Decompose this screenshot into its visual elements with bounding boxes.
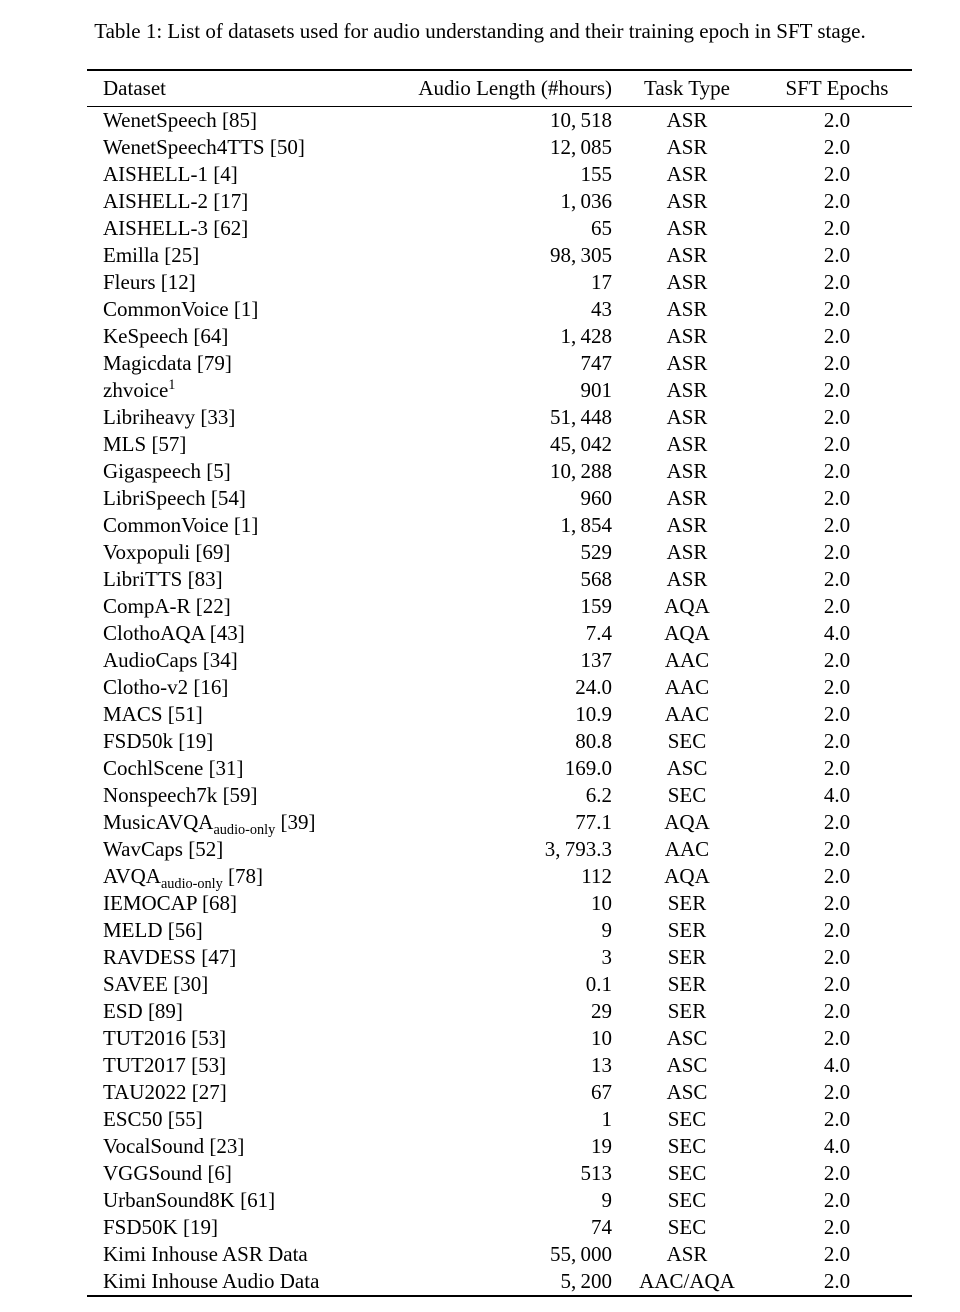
table-row xyxy=(87,998,912,1025)
dataset-cell: WenetSpeech [85] xyxy=(103,108,258,132)
footnote-marker: 1 xyxy=(168,377,176,393)
sft-epochs-cell: 2.0 xyxy=(823,594,851,618)
audio-length-cell: 747 xyxy=(580,351,612,375)
audio-length-cell: 3, 793.3 xyxy=(544,837,612,861)
table-row xyxy=(87,1106,912,1133)
table-row xyxy=(87,647,912,674)
table-row xyxy=(87,377,912,404)
task-type-cell: SEC xyxy=(667,729,707,753)
dataset-cell: VGGSound [6] xyxy=(103,1161,232,1185)
audio-length-cell: 19 xyxy=(591,1134,612,1158)
sft-epochs-cell: 2.0 xyxy=(823,513,851,537)
sft-epochs-cell: 2.0 xyxy=(823,405,851,429)
task-type-cell: AQA xyxy=(664,864,710,888)
table-row xyxy=(87,215,912,242)
audio-length-cell: 13 xyxy=(591,1053,612,1077)
task-type-cell: SEC xyxy=(667,1188,707,1212)
audio-length-cell: 10 xyxy=(591,1026,612,1050)
sft-epochs-cell: 2.0 xyxy=(823,540,851,564)
dataset-cell: ESC50 [55] xyxy=(103,1107,203,1131)
task-type-cell: AAC xyxy=(664,675,710,699)
audio-length-cell: 45, 042 xyxy=(550,432,612,456)
table-row xyxy=(87,917,912,944)
table-row xyxy=(87,971,912,998)
table-row xyxy=(87,296,912,323)
audio-length-cell: 169.0 xyxy=(564,756,612,780)
table-row xyxy=(87,755,912,782)
table-row xyxy=(87,782,912,809)
dataset-cell: TUT2016 [53] xyxy=(103,1026,227,1050)
task-type-cell: ASR xyxy=(666,486,708,510)
dataset-cell: MELD [56] xyxy=(103,918,203,942)
sft-epochs-cell: 2.0 xyxy=(823,702,851,726)
dataset-cell: Fleurs [12] xyxy=(103,270,196,294)
table-caption: Table 1: List of datasets used for audio understanding and their training epoch in SFT stage. xyxy=(94,19,866,43)
task-type-cell: SER xyxy=(667,972,707,996)
task-type-cell: ASC xyxy=(666,1053,708,1077)
audio-length-cell: 51, 448 xyxy=(550,405,612,429)
dataset-cell: Gigaspeech [5] xyxy=(103,459,231,483)
dataset-cell: SAVEE [30] xyxy=(103,972,209,996)
audio-length-cell: 9 xyxy=(601,1188,612,1212)
task-type-cell: ASR xyxy=(666,243,708,267)
audio-length-cell: 137 xyxy=(580,648,612,672)
task-type-cell: ASC xyxy=(666,1026,708,1050)
audio-length-cell: 9 xyxy=(601,918,612,942)
task-type-cell: ASR xyxy=(666,459,708,483)
task-type-cell: ASR xyxy=(666,567,708,591)
table-row xyxy=(87,674,912,701)
dataset-cell: TAU2022 [27] xyxy=(103,1080,227,1104)
audio-length-cell: 24.0 xyxy=(575,675,612,699)
task-type-cell: ASR xyxy=(666,1242,708,1266)
table-body xyxy=(87,107,912,1297)
sft-epochs-cell: 2.0 xyxy=(823,459,851,483)
dataset-cell: Nonspeech7k [59] xyxy=(103,783,258,807)
audio-length-cell: 155 xyxy=(580,162,612,186)
dataset-cell: MLS [57] xyxy=(103,432,187,456)
audio-length-cell: 159 xyxy=(580,594,612,618)
audio-length-cell: 513 xyxy=(580,1161,612,1185)
task-type-cell: ASR xyxy=(666,108,708,132)
sft-epochs-cell: 2.0 xyxy=(823,1080,851,1104)
table-row xyxy=(87,323,912,350)
sft-epochs-cell: 2.0 xyxy=(823,648,851,672)
table-row xyxy=(87,485,912,512)
audio-length-cell: 960 xyxy=(580,486,612,510)
sft-epochs-cell: 2.0 xyxy=(823,945,851,969)
dataset-cell: AISHELL-2 [17] xyxy=(103,189,249,213)
sft-epochs-cell: 2.0 xyxy=(823,108,851,132)
dataset-cell: TUT2017 [53] xyxy=(103,1053,227,1077)
audio-length-cell: 901 xyxy=(580,378,612,402)
audio-length-cell: 65 xyxy=(591,216,612,240)
audio-length-cell: 0.1 xyxy=(585,972,612,996)
dataset-cell: AISHELL-1 [4] xyxy=(103,162,238,186)
sft-epochs-cell: 2.0 xyxy=(823,999,851,1023)
sft-epochs-cell: 2.0 xyxy=(823,324,851,348)
dataset-cell: CommonVoice [1] xyxy=(103,513,259,537)
dataset-cell: Libriheavy [33] xyxy=(103,405,236,429)
dataset-cell: ClothoAQA [43] xyxy=(103,621,245,645)
dataset-cell: IEMOCAP [68] xyxy=(103,891,237,915)
table-row xyxy=(87,1133,912,1160)
table-row xyxy=(87,809,912,836)
sft-epochs-cell: 2.0 xyxy=(823,1161,851,1185)
dataset-cell: AudioCaps [34] xyxy=(103,648,238,672)
table-row xyxy=(87,107,912,135)
audio-length-cell: 10 xyxy=(591,891,612,915)
audio-length-cell: 80.8 xyxy=(575,729,612,753)
audio-length-cell: 10, 288 xyxy=(550,459,612,483)
task-type-cell: ASR xyxy=(666,162,708,186)
audio-length-cell: 29 xyxy=(591,999,612,1023)
sft-epochs-cell: 2.0 xyxy=(823,432,851,456)
table-row xyxy=(87,242,912,269)
task-type-cell: AAC xyxy=(664,837,710,861)
sft-epochs-cell: 2.0 xyxy=(823,810,851,834)
table-row xyxy=(87,404,912,431)
dataset-cell: Kimi Inhouse Audio Data xyxy=(103,1269,320,1293)
dataset-cell: VocalSound [23] xyxy=(103,1134,245,1158)
dataset-cell: Emilla [25] xyxy=(103,243,200,267)
audio-length-cell: 67 xyxy=(591,1080,612,1104)
dataset-cell: KeSpeech [64] xyxy=(103,324,229,348)
dataset-cell: AISHELL-3 [62] xyxy=(103,216,249,240)
task-type-cell: SEC xyxy=(667,1134,707,1158)
sft-epochs-cell: 2.0 xyxy=(823,270,851,294)
dataset-cell: CommonVoice [1] xyxy=(103,297,259,321)
task-type-cell: AQA xyxy=(664,621,710,645)
task-type-cell: ASC xyxy=(666,756,708,780)
sft-epochs-cell: 2.0 xyxy=(823,162,851,186)
task-type-cell: ASR xyxy=(666,540,708,564)
dataset-cell: CochlScene [31] xyxy=(103,756,244,780)
task-type-cell: AAC/AQA xyxy=(639,1269,735,1293)
task-type-cell: AAC xyxy=(664,702,710,726)
dataset-cell: MACS [51] xyxy=(103,702,203,726)
sft-epochs-cell: 2.0 xyxy=(823,135,851,159)
table-row xyxy=(87,701,912,728)
dataset-cell: RAVDESS [47] xyxy=(103,945,237,969)
sft-epochs-cell: 2.0 xyxy=(823,1269,851,1293)
task-type-cell: ASR xyxy=(666,432,708,456)
task-type-cell: ASR xyxy=(666,405,708,429)
audio-length-cell: 1 xyxy=(601,1107,612,1131)
col-header-audio-length: Audio Length (#hours) xyxy=(417,70,612,107)
dataset-cell: zhvoice$^1$ xyxy=(103,377,176,402)
sft-epochs-cell: 4.0 xyxy=(823,621,851,645)
dataset-cell: WavCaps [52] xyxy=(103,837,224,861)
task-type-cell: ASC xyxy=(666,1080,708,1104)
table-row xyxy=(87,836,912,863)
table-header xyxy=(87,70,912,107)
dataset-cell: Voxpopuli [69] xyxy=(103,540,231,564)
task-type-cell: ASR xyxy=(666,324,708,348)
dataset-cell: ESD [89] xyxy=(103,999,183,1023)
sft-epochs-cell: 2.0 xyxy=(823,243,851,267)
table-row xyxy=(87,620,912,647)
sft-epochs-cell: 2.0 xyxy=(823,567,851,591)
audio-length-cell: 112 xyxy=(581,864,612,888)
table-row xyxy=(87,134,912,161)
sft-epochs-cell: 4.0 xyxy=(823,1134,851,1158)
dataset-subscript: audio-only xyxy=(160,876,223,893)
table-row xyxy=(87,1025,912,1052)
audio-length-cell: 3 xyxy=(601,945,612,969)
dataset-cell: FSD50K [19] xyxy=(103,1215,218,1239)
table-row xyxy=(87,512,912,539)
audio-length-cell: 77.1 xyxy=(575,810,612,834)
dataset-cell: $AVQA_{audio-only}$ [78] xyxy=(103,864,264,893)
sft-epochs-cell: 2.0 xyxy=(823,729,851,753)
sft-epochs-cell: 2.0 xyxy=(823,216,851,240)
audio-length-cell: 7.4 xyxy=(585,621,612,645)
dataset-cell: Clotho-v2 [16] xyxy=(103,675,229,699)
audio-length-cell: 1, 036 xyxy=(560,189,612,213)
audio-length-cell: 12, 085 xyxy=(550,135,612,159)
task-type-cell: ASR xyxy=(666,216,708,240)
task-type-cell: SER xyxy=(667,891,707,915)
dataset-cell: CompA-R [22] xyxy=(103,594,231,618)
audio-length-cell: 10, 518 xyxy=(550,108,612,132)
dataset-cell: LibriSpeech [54] xyxy=(103,486,246,510)
table-row xyxy=(87,728,912,755)
sft-epochs-cell: 2.0 xyxy=(823,891,851,915)
sft-epochs-cell: 2.0 xyxy=(823,756,851,780)
audio-length-cell: 43 xyxy=(591,297,612,321)
dataset-cell: Kimi Inhouse ASR Data xyxy=(103,1242,308,1266)
task-type-cell: SER xyxy=(667,918,707,942)
sft-epochs-cell: 2.0 xyxy=(823,189,851,213)
sft-epochs-cell: 2.0 xyxy=(823,351,851,375)
dataset-cell: LibriTTS [83] xyxy=(103,567,223,591)
col-header-task-type: Task Type xyxy=(612,70,762,107)
table-row xyxy=(87,188,912,215)
table-row xyxy=(87,863,912,890)
col-header-sft-epochs: SFT Epochs xyxy=(762,70,912,107)
sft-epochs-cell: 2.0 xyxy=(823,297,851,321)
task-type-cell: SEC xyxy=(667,1161,707,1185)
task-type-cell: SEC xyxy=(667,1107,707,1131)
sft-epochs-cell: 2.0 xyxy=(823,675,851,699)
table-row xyxy=(87,944,912,971)
task-type-cell: ASR xyxy=(666,513,708,537)
task-type-cell: ASR xyxy=(666,297,708,321)
audio-length-cell: 17 xyxy=(591,270,612,294)
sft-epochs-cell: 2.0 xyxy=(823,1026,851,1050)
dataset-subscript: audio-only xyxy=(213,822,276,839)
task-type-cell: AAC xyxy=(664,648,710,672)
task-type-cell: SER xyxy=(667,945,707,969)
table-row xyxy=(87,269,912,296)
task-type-cell: ASR xyxy=(666,270,708,294)
sft-epochs-cell: 2.0 xyxy=(823,972,851,996)
task-type-cell: AQA xyxy=(664,810,710,834)
audio-length-cell: 568 xyxy=(580,567,612,591)
sft-epochs-cell: 2.0 xyxy=(823,1215,851,1239)
header-row xyxy=(87,70,912,107)
audio-length-cell: 529 xyxy=(580,540,612,564)
table-row xyxy=(87,431,912,458)
table-row xyxy=(87,890,912,917)
sft-epochs-cell: 2.0 xyxy=(823,837,851,861)
dataset-cell: Magicdata [79] xyxy=(103,351,232,375)
dataset-cell: WenetSpeech4TTS [50] xyxy=(103,135,305,159)
task-type-cell: ASR xyxy=(666,189,708,213)
audio-length-cell: 98, 305 xyxy=(550,243,612,267)
table-row xyxy=(87,1187,912,1214)
datasets-table xyxy=(87,69,912,1297)
table-row xyxy=(87,1214,912,1241)
table-row xyxy=(87,161,912,188)
sft-epochs-cell: 2.0 xyxy=(823,378,851,402)
table-row xyxy=(87,539,912,566)
sft-epochs-cell: 4.0 xyxy=(823,1053,851,1077)
audio-length-cell: 6.2 xyxy=(585,783,612,807)
table-row xyxy=(87,458,912,485)
sft-epochs-cell: 2.0 xyxy=(823,864,851,888)
sft-epochs-cell: 2.0 xyxy=(823,1188,851,1212)
task-type-cell: SEC xyxy=(667,783,707,807)
task-type-cell: ASR xyxy=(666,378,708,402)
task-type-cell: AQA xyxy=(664,594,710,618)
table-row xyxy=(87,1079,912,1106)
col-header-dataset: Dataset xyxy=(87,70,417,107)
task-type-cell: SER xyxy=(667,999,707,1023)
dataset-cell: MusicAVQA$_{audio-only}$ [39] xyxy=(103,810,316,839)
audio-length-cell: 1, 428 xyxy=(560,324,612,348)
task-type-cell: SEC xyxy=(667,1215,707,1239)
audio-length-cell: 10.9 xyxy=(575,702,612,726)
audio-length-cell: 5, 200 xyxy=(560,1269,612,1293)
task-type-cell: ASR xyxy=(666,135,708,159)
sft-epochs-cell: 2.0 xyxy=(823,918,851,942)
dataset-cell: FSD50k [19] xyxy=(103,729,214,753)
table-row xyxy=(87,1160,912,1187)
table-row xyxy=(87,593,912,620)
dataset-cell: UrbanSound8K [61] xyxy=(103,1188,276,1212)
table-row xyxy=(87,1052,912,1079)
sft-epochs-cell: 2.0 xyxy=(823,1242,851,1266)
table-row xyxy=(87,350,912,377)
table-row xyxy=(87,1241,912,1268)
audio-length-cell: 74 xyxy=(591,1215,612,1239)
sft-epochs-cell: 2.0 xyxy=(823,486,851,510)
sft-epochs-cell: 2.0 xyxy=(823,1107,851,1131)
sft-epochs-cell: 4.0 xyxy=(823,783,851,807)
task-type-cell: ASR xyxy=(666,351,708,375)
table-row xyxy=(87,1268,912,1296)
audio-length-cell: 55, 000 xyxy=(550,1242,612,1266)
audio-length-cell: 1, 854 xyxy=(560,513,612,537)
table-row xyxy=(87,566,912,593)
